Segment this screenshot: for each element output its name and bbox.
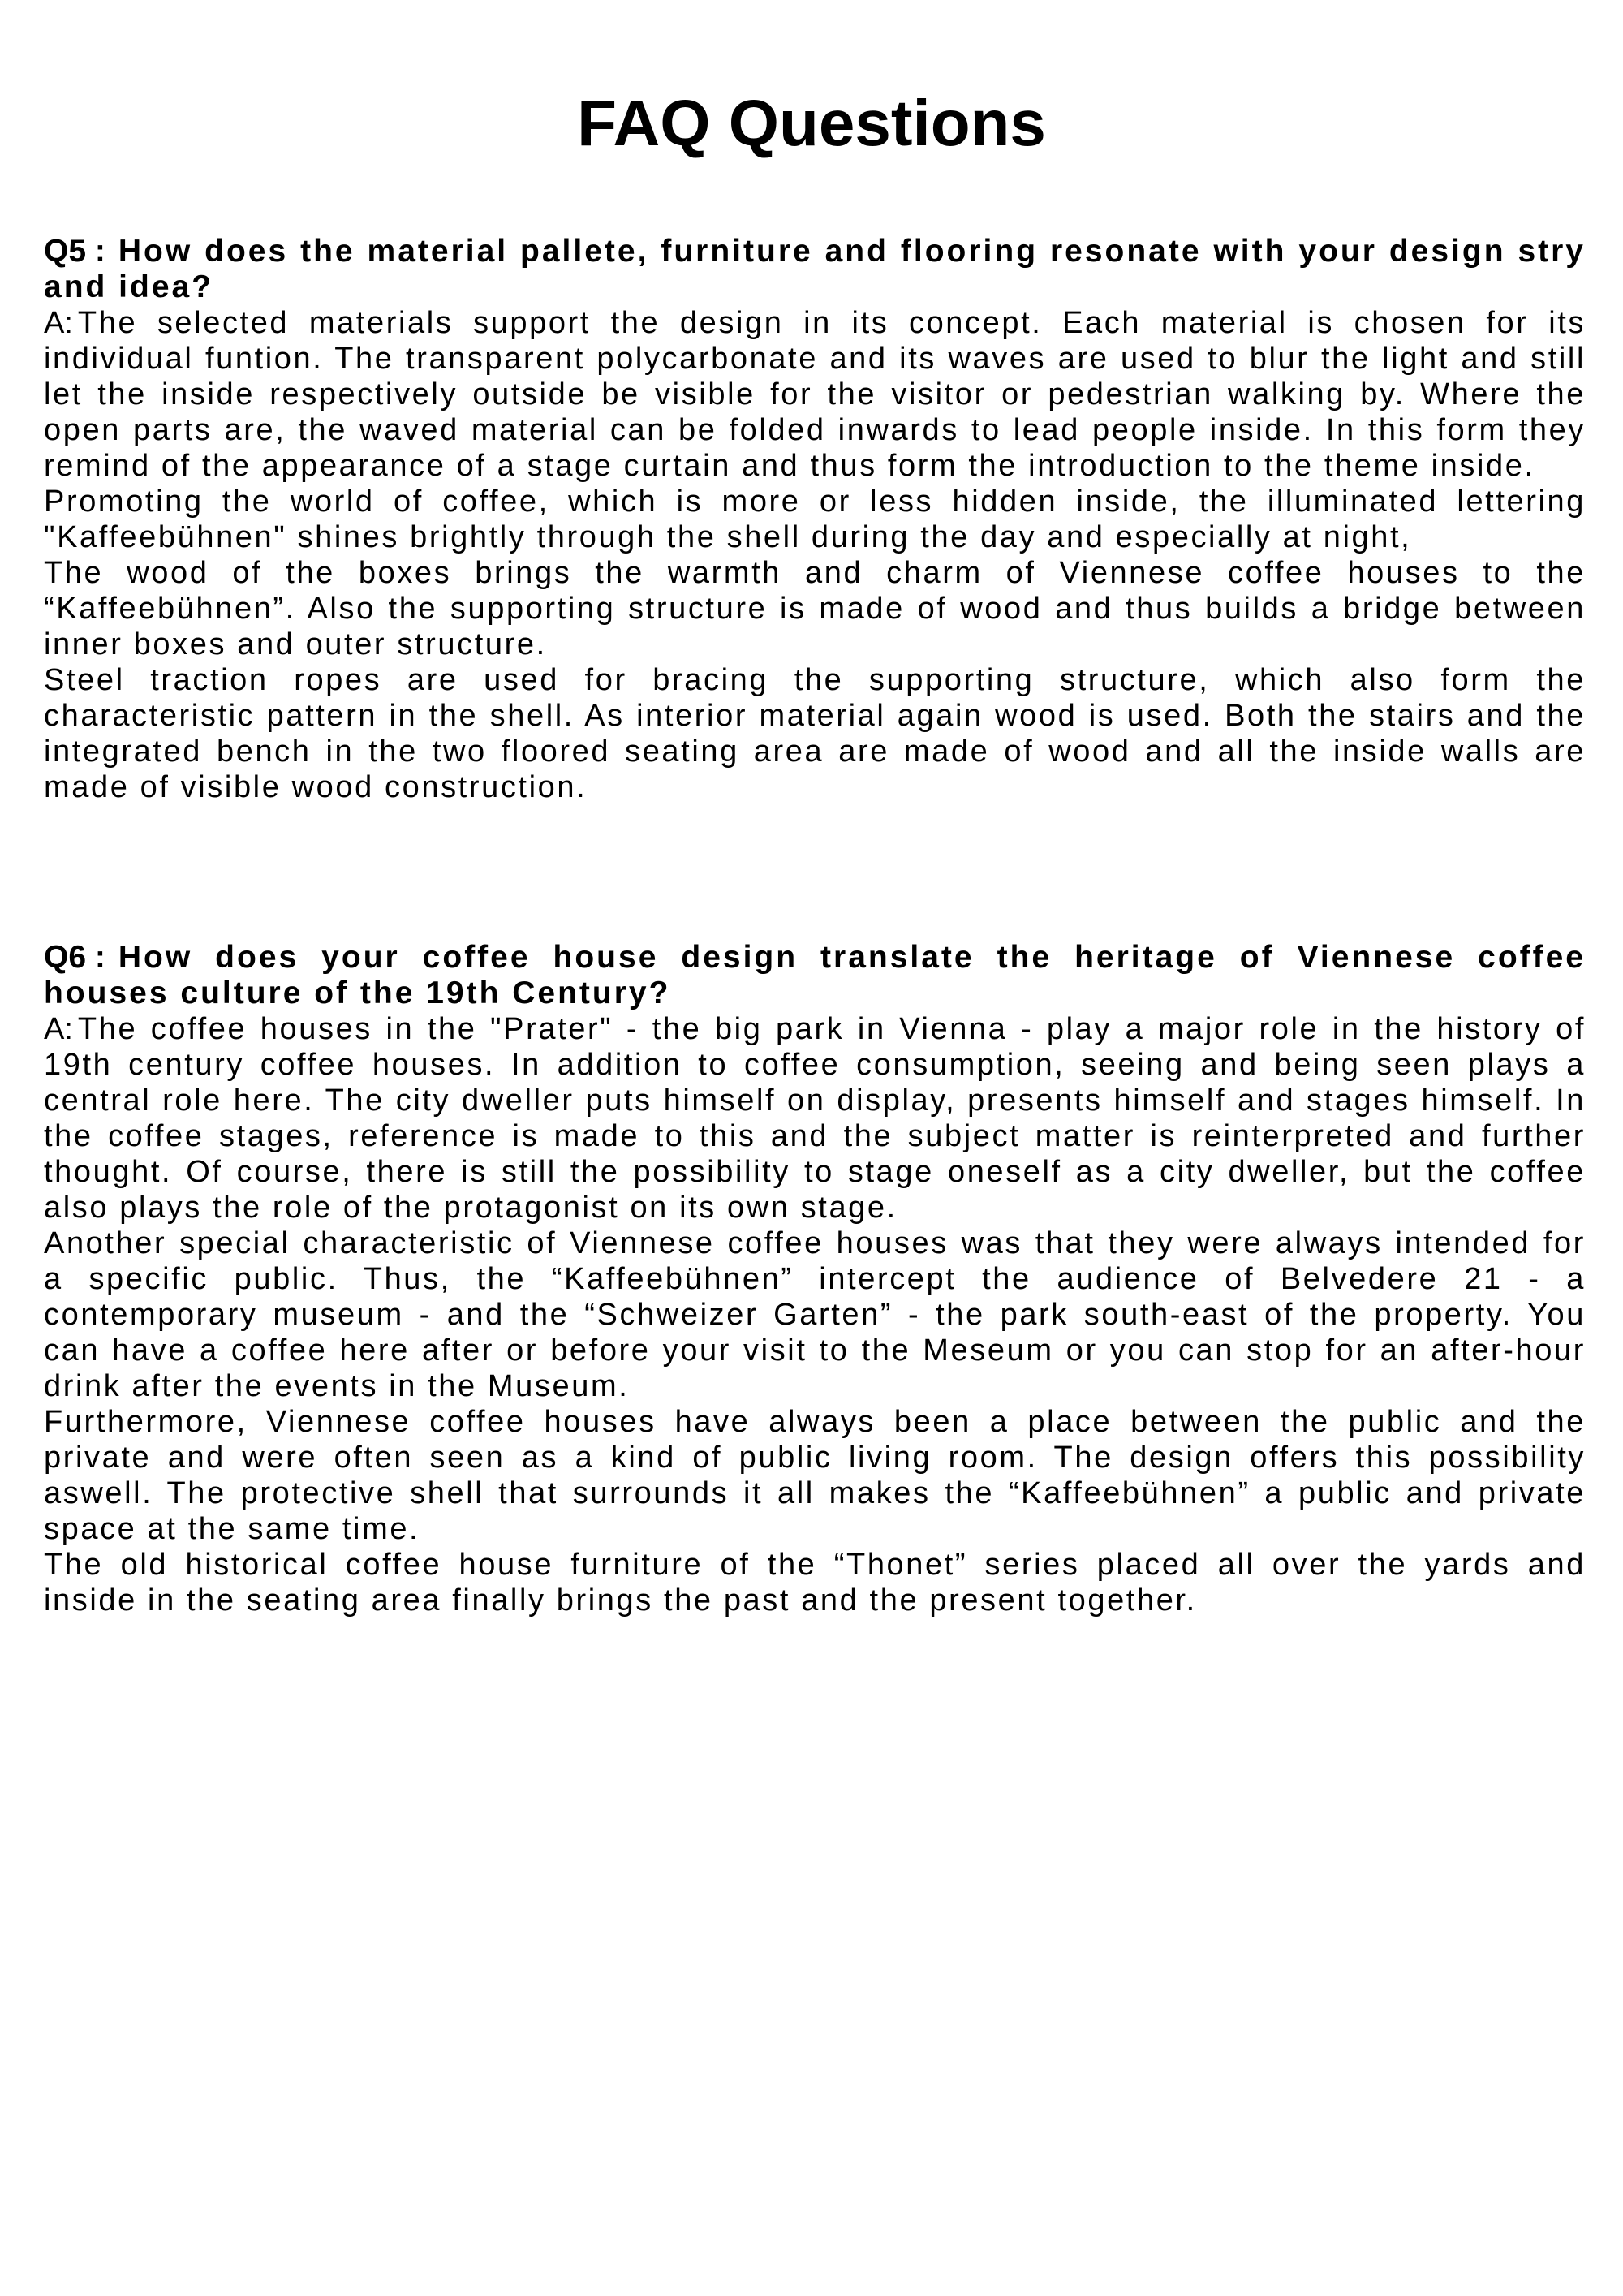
question-number: Q5 : bbox=[44, 234, 105, 269]
faq-item-q6 bbox=[44, 940, 1586, 1618]
answer-paragraph bbox=[44, 305, 1586, 484]
answer-paragraph: Steel traction ropes are used for bracing the supporting structure, which also form the characteristic pattern in the shell. As interior material again wood is used. Both the stairs and the integrated bench in the two floored seating area are made of wood and all the inside walls are made of visible wood construction. bbox=[44, 663, 1586, 804]
answer-paragraph: Furthermore, Viennese coffee houses have always been a place between the public and the private and were often seen as a kind of public living room. The design offers this possibility aswell. The protective shell that surrounds it all makes the “Kaffeebühnen” a public and private space at the same time. bbox=[44, 1405, 1586, 1546]
question-text: How does the material pallete, furniture and flooring resonate with your design stry and idea? bbox=[44, 234, 1586, 304]
faq-item-q5 bbox=[44, 234, 1586, 805]
answer-paragraph: The old historical coffee house furniture of the “Thonet” series placed all over the yards and inside in the seating area finally brings the past and the present together. bbox=[44, 1548, 1586, 1618]
answer-paragraph: The wood of the boxes brings the warmth and charm of Viennese coffee houses to the “Kaffeebühnen”. Also the supporting structure is made of wood and thus builds a bridge between inner boxes and outer structure. bbox=[44, 556, 1586, 661]
page-title: FAQ Questions bbox=[577, 87, 1046, 159]
faq-question bbox=[44, 940, 1586, 1011]
question-text: How does your coffee house design translate the heritage of Viennese coffee houses culture of the 19th Century? bbox=[44, 940, 1586, 1010]
answer-paragraph: Another special characteristic of Viennese coffee houses was that they were always intended for a specific public. Thus, the “Kaffeebühnen” intercept the audience of Belvedere 21 - a contemporary museum - and the “Schweizer Garten” - the park south-east of the property. You can have a coffee here after or before your visit to the Meseum or you can stop for an after-hour drink after the events in the Museum. bbox=[44, 1226, 1586, 1403]
question-number: Q6 : bbox=[44, 940, 105, 975]
answer-prefix: A: bbox=[44, 1012, 73, 1046]
answer-paragraph bbox=[44, 1011, 1586, 1226]
answer-paragraph: Promoting the world of coffee, which is more or less hidden inside, the illuminated lettering "Kaffeebühnen" shines brightly through the shell during the day and especially at night, bbox=[44, 485, 1586, 554]
answer-text: The selected materials support the design in its concept. Each material is chosen for its individual funtion. The transparent polycarbonate and its waves are used to blur the light and still let the inside respectively outside be visible for the visitor or pedestrian walking by. Where the open parts are, the waved material can be folded inwards to lead people inside. In this form they remind of the appearance of a stage curtain and thus form the introduction to the theme inside. bbox=[44, 306, 1586, 483]
answer-text: The coffee houses in the "Prater" - the big park in Vienna - play a major role in the history of 19th century coffee houses. In addition to coffee consumption, seeing and being seen plays a central role here. The city dweller puts himself on display, presents himself and stages himself. In the coffee stages, reference is made to this and the subject matter is reinterpreted and further thought. Of course, there is still the possibility to stage oneself as a city dweller, but the coffee also plays the role of the protagonist on its own stage. bbox=[44, 1012, 1586, 1225]
answer-prefix: A: bbox=[44, 306, 73, 340]
faq-question bbox=[44, 234, 1586, 305]
